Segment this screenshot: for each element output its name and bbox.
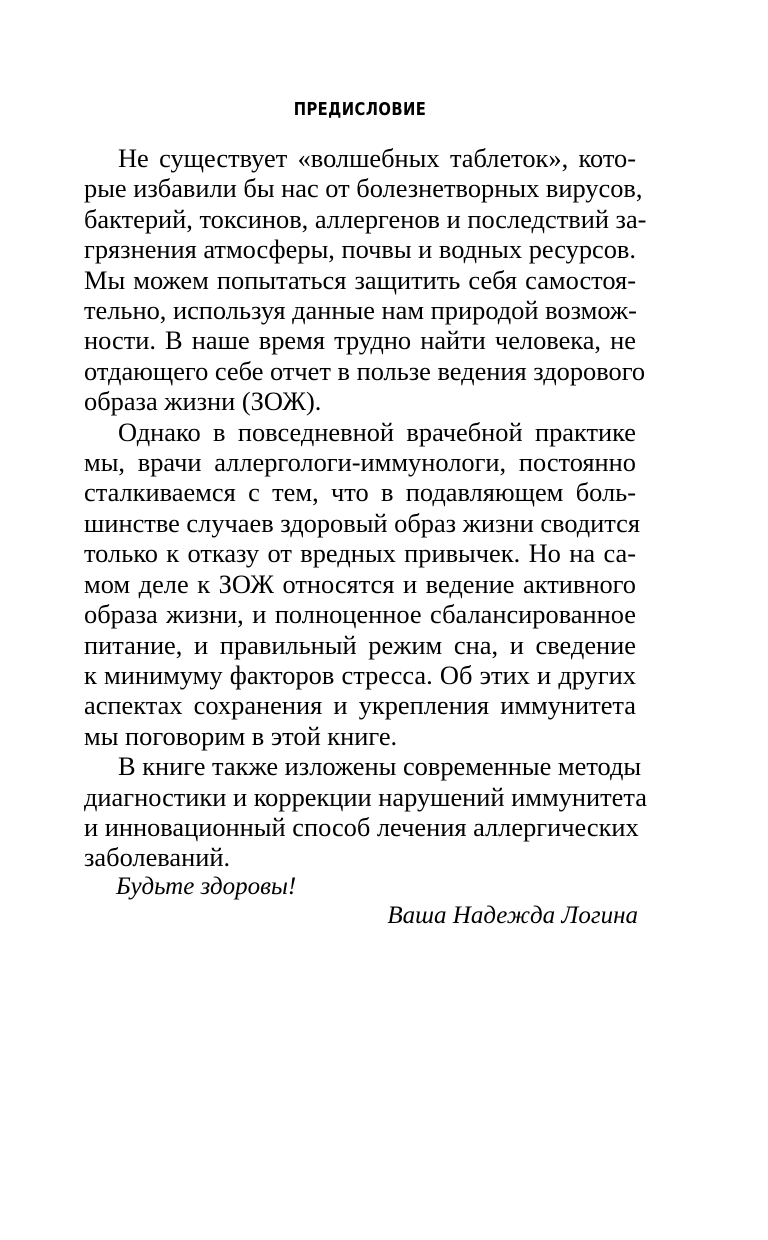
text-line: отдающего себе отчет в пользе ведения здорового bbox=[84, 355, 646, 386]
text-line: питание, и правильный режим сна, и сведение bbox=[84, 629, 636, 660]
text-line: шинстве случаев здоровый образ жизни сводится bbox=[84, 507, 641, 538]
text-line: и инновационный способ лечения аллергических bbox=[84, 811, 639, 842]
text-line: сталкиваемся с тем, что в подавляющем боль- bbox=[84, 477, 636, 508]
text-line: диагностики и коррекции нарушений иммунитета bbox=[84, 781, 647, 812]
text-line: образа жизни, и полноценное сбалансированное bbox=[84, 599, 636, 630]
text-line: только к отказу от вредных привычек. Но на са- bbox=[84, 538, 636, 569]
text-line: ности. В наше время трудно найти человека, не bbox=[84, 325, 636, 356]
text-line: Мы можем попытаться защитить себя самостоя- bbox=[84, 264, 636, 295]
text-line: бактерий, токсинов, аллергенов и последствий за- bbox=[84, 203, 647, 234]
text-line: мом деле к ЗОЖ относятся и ведение активного bbox=[84, 568, 636, 599]
text-line: рые избавили бы нас от болезнетворных вирусов, bbox=[84, 173, 643, 204]
page-title: ПРЕДИСЛОВИЕ bbox=[293, 99, 427, 120]
text-line: тельно, используя данные нам природой возмож- bbox=[84, 295, 637, 326]
text-line: аспектах сохранения и укрепления иммунитета bbox=[84, 690, 636, 721]
text-line: Не существует «волшебных таблеток», кото- bbox=[118, 143, 636, 173]
sign-off: Будьте здоровы! bbox=[116, 873, 297, 900]
preface-body bbox=[84, 143, 647, 873]
text-line: В книге также изложены современные методы bbox=[118, 751, 642, 782]
author-signature: Ваша Надежда Логина bbox=[387, 902, 638, 929]
text-line: образа жизни (ЗОЖ). bbox=[84, 386, 322, 417]
text-line: грязнения атмосферы, почвы и водных ресурсов. bbox=[84, 234, 636, 265]
paragraph-1 bbox=[84, 143, 647, 417]
paragraph-3 bbox=[84, 751, 647, 873]
text-line: Однако в повседневной врачебной практике bbox=[118, 416, 636, 447]
text-line: мы поговорим в этой книге. bbox=[84, 720, 398, 751]
text-line: мы, врачи аллергологи-иммунологи, постоянно bbox=[84, 447, 636, 478]
text-line: заболеваний. bbox=[84, 842, 231, 873]
text-line: к минимуму факторов стресса. Об этих и других bbox=[84, 659, 636, 690]
paragraph-2 bbox=[84, 416, 641, 751]
